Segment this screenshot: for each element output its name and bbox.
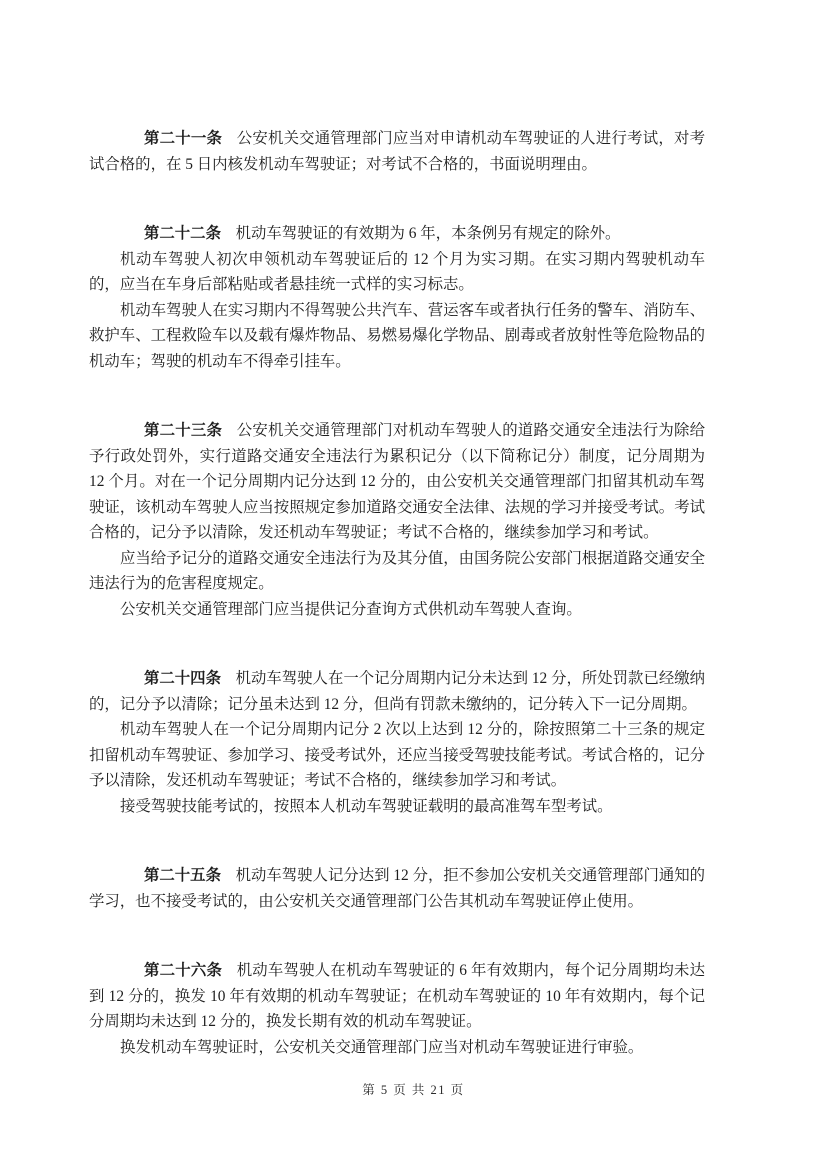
article-text: 机动车驾驶人记分达到 12 分，拒不参加公安机关交通管理部门通知的学习，也不接受考试的，由公安机关交通管理部门公告其机动车驾驶证停止使用。	[89, 867, 706, 910]
article-paragraph: 换发机动车驾驶证时，公安机关交通管理部门应当对机动车驾驶证进行审验。	[120, 1038, 644, 1056]
article-text: 机动车驾驶人在机动车驾驶证的 6 年有效期内，每个记分周期均未达到 12 分的，换发 10 年有效期的机动车驾驶证；在机动车驾驶证的 10 年有效期内，每个记分周期均未达到 12 分的，换发长期有效的机动车驾驶证。	[89, 962, 705, 1030]
document-body	[89, 126, 705, 1060]
article-paragraph	[89, 126, 705, 177]
article-number: 第二十二条	[144, 225, 221, 242]
article-number: 第二十三条	[144, 422, 223, 439]
article-text: 机动车驾驶人在一个记分周期内记分未达到 12 分，所处罚款已经缴纳的，记分予以清除；记分虽未达到 12 分，但尚有罚款未缴纳的，记分转入下一记分周期。	[89, 670, 706, 713]
page-footer	[0, 1082, 827, 1098]
article-paragraph	[89, 958, 705, 1035]
article-25	[89, 863, 705, 914]
article-23	[89, 418, 705, 622]
article-text: 公安机关交通管理部门应当对申请机动车驾驶证的人进行考试，对考试合格的，在 5 日内核发机动车驾驶证；对考试不合格的，书面说明理由。	[89, 130, 705, 173]
article-26	[89, 958, 705, 1060]
article-paragraph	[89, 221, 705, 247]
article-21	[89, 126, 705, 177]
article-paragraph	[89, 418, 705, 546]
article-text: 公安机关交通管理部门对机动车驾驶人的道路交通安全违法行为除给予行政处罚外，实行道路交通安全违法行为累积记分（以下简称记分）制度，记分周期为 12 个月。对在一个记分周期内记分达到 12 分的，由公安机关交通管理部门扣留其机动车驾驶证，该机动车驾驶人应当按照规定参加道路交通安全法律、法规的学习并接受考试。考试合格的，记分予以清除，发还机动车驾驶证；考试不合格的，继续参加学习和考试。	[89, 422, 705, 541]
article-number: 第二十六条	[144, 962, 223, 979]
article-22	[89, 221, 705, 374]
page-footer-text: 第 5 页 共 21 页	[362, 1083, 465, 1097]
article-number: 第二十五条	[144, 867, 221, 884]
article-number: 第二十一条	[144, 130, 223, 147]
article-paragraph	[89, 863, 705, 914]
article-paragraph: 机动车驾驶人初次申领机动车驾驶证后的 12 个月为实习期。在实习期内驾驶机动车的，应当在车身后部粘贴或者悬挂统一式样的实习标志。	[89, 250, 705, 293]
article-paragraph: 机动车驾驶人在实习期内不得驾驶公共汽车、营运客车或者执行任务的警车、消防车、救护车、工程救险车以及载有爆炸物品、易燃易爆化学物品、剧毒或者放射性等危险物品的机动车；驾驶的机动车不得牵引挂车。	[89, 301, 705, 370]
article-paragraph: 机动车驾驶人在一个记分周期内记分 2 次以上达到 12 分的，除按照第二十三条的规定扣留机动车驾驶证、参加学习、接受考试外，还应当接受驾驶技能考试。考试合格的，记分予以清除，发还机动车驾驶证；考试不合格的，继续参加学习和考试。	[89, 721, 705, 789]
article-paragraph	[89, 666, 705, 717]
article-paragraph: 接受驾驶技能考试的，按照本人机动车驾驶证载明的最高准驾车型考试。	[120, 797, 613, 815]
article-24	[89, 666, 705, 819]
article-text: 机动车驾驶证的有效期为 6 年，本条例另有规定的除外。	[235, 225, 621, 242]
article-paragraph: 公安机关交通管理部门应当提供记分查询方式供机动车驾驶人查询。	[120, 600, 582, 618]
article-number: 第二十四条	[144, 670, 221, 687]
article-paragraph: 应当给予记分的道路交通安全违法行为及其分值，由国务院公安部门根据道路交通安全违法行为的危害程度规定。	[89, 549, 705, 592]
